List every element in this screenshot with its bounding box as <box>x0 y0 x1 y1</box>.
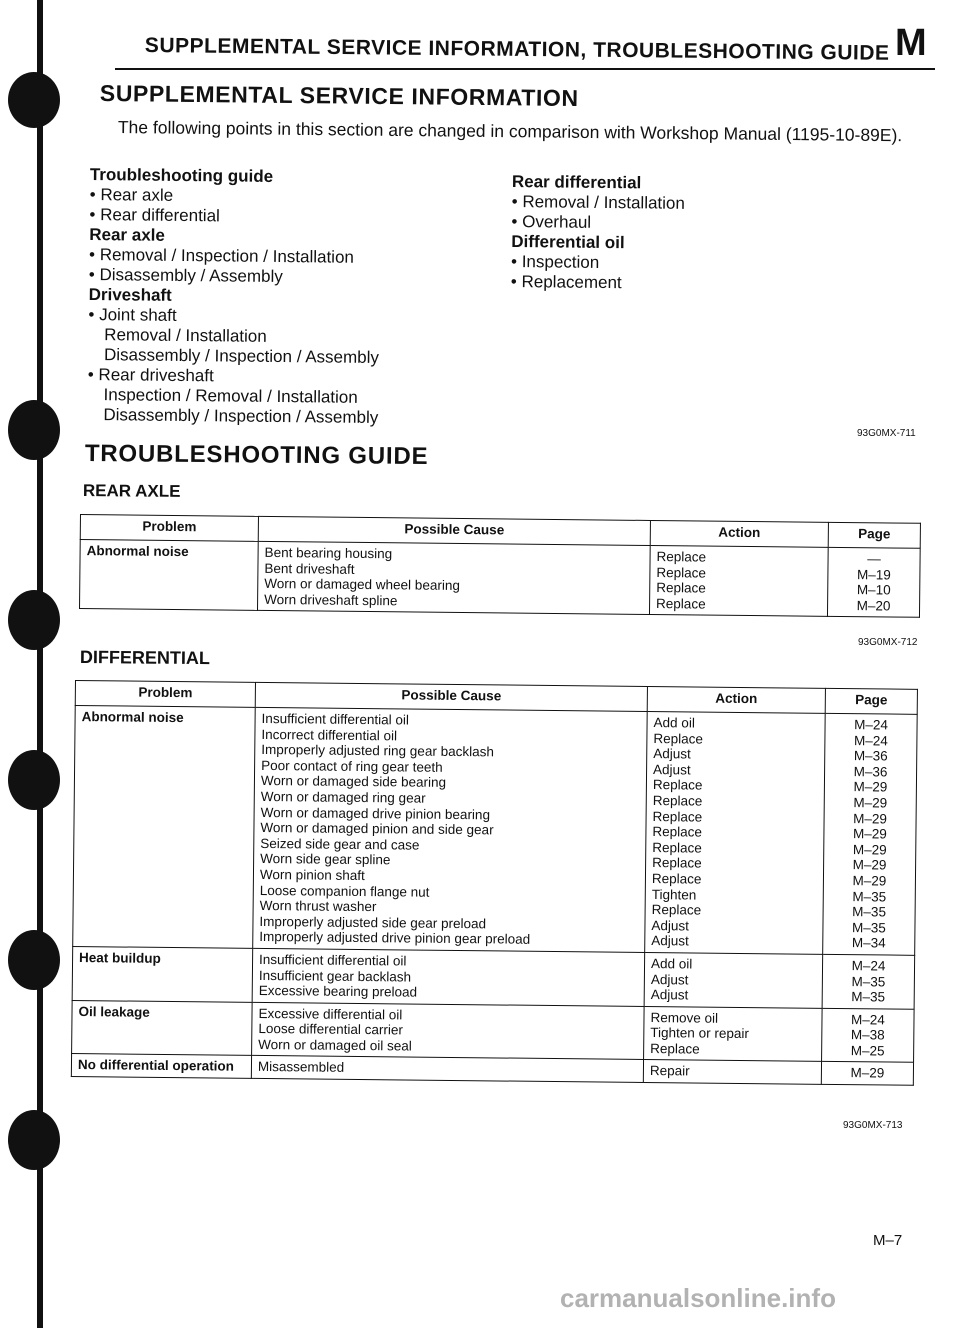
watermark: carmanualsonline.info <box>560 1283 836 1313</box>
cause-line: Worn or damaged side bearing <box>260 773 447 791</box>
action-line: Replace <box>656 595 706 612</box>
problem-cell: Oil leakage <box>72 1000 253 1056</box>
page-ref: M–34 <box>851 935 886 951</box>
pages-cell <box>823 713 918 955</box>
pages-cell <box>821 1062 913 1086</box>
page-ref: M–10 <box>856 582 891 598</box>
page-ref: M–29 <box>853 795 888 811</box>
action-line: Replace <box>652 824 703 840</box>
action-line: Adjust <box>650 971 689 987</box>
causes-cell <box>252 1002 645 1060</box>
rear-axle-table <box>79 514 921 618</box>
right-changes-list <box>511 172 685 294</box>
col-header-problem: Problem <box>80 515 258 542</box>
cause-line: Worn or damaged oil seal <box>258 1036 412 1054</box>
cause-line: Seized side gear and case <box>260 835 420 853</box>
action-line: Replace <box>652 808 703 825</box>
running-title: SUPPLEMENTAL SERVICE INFORMATION, TROUBLESHOOTING GUIDE <box>144 34 890 65</box>
page-ref: M–19 <box>856 566 891 583</box>
action-line: Replace <box>652 855 702 871</box>
pages-cell <box>827 547 920 617</box>
cause-line: Excessive differential oil <box>258 1005 403 1023</box>
list-item: • Rear driveshaft <box>88 365 379 388</box>
differential-table <box>71 680 918 1086</box>
action-line: Adjust <box>651 917 690 934</box>
figure-code: 93G0MX-712 <box>858 637 918 648</box>
page-ref: M–20 <box>856 597 891 614</box>
list-item: Differential oil <box>511 231 625 253</box>
page-ref: M–35 <box>852 888 887 905</box>
action-line: Replace <box>656 549 707 565</box>
table-row <box>72 946 915 1009</box>
action-line: Replace <box>653 730 704 747</box>
list-item: • Joint shaft <box>88 305 379 328</box>
table-row <box>72 1000 915 1063</box>
action-line: Adjust <box>653 761 691 778</box>
action-line: Replace <box>652 839 702 856</box>
page-ref: M–38 <box>850 1027 885 1043</box>
cause-line: Worn side gear spline <box>260 851 391 868</box>
action-line: Tighten <box>651 886 697 903</box>
page-ref: M–24 <box>854 717 889 733</box>
cause-line: Insufficient differential oil <box>259 951 407 969</box>
list-item: Rear differential <box>511 172 642 193</box>
col-header-problem: Problem <box>75 681 255 708</box>
causes-cell <box>257 541 650 614</box>
list-item: • Removal / Installation <box>512 192 685 214</box>
header-rule <box>115 68 935 70</box>
page-ref: M–25 <box>850 1043 885 1059</box>
causes-cell <box>251 1056 643 1083</box>
action-line: Replace <box>656 580 706 596</box>
causes-cell <box>252 948 645 1006</box>
action-line: Add oil <box>653 715 695 731</box>
col-header-action: Action <box>650 520 828 547</box>
action-line: Replace <box>650 1040 700 1057</box>
cause-line: Excessive bearing preload <box>258 983 418 1000</box>
cause-line: Worn or damaged drive pinion bearing <box>260 804 491 822</box>
section-title: SUPPLEMENTAL SERVICE INFORMATION <box>99 80 579 112</box>
table-row <box>73 706 917 956</box>
cause-line: Worn thrust washer <box>259 898 377 915</box>
actions-cell <box>649 545 828 616</box>
differential-heading: DIFFERENTIAL <box>79 647 210 669</box>
problem-cell: Heat buildup <box>72 946 253 1002</box>
problem-cell: Abnormal noise <box>73 706 256 949</box>
action-line: Add oil <box>650 955 693 972</box>
page-ref: M–29 <box>850 1065 885 1081</box>
section-letter: M <box>895 22 927 64</box>
figure-code: 93G0MX-713 <box>843 1120 903 1131</box>
cause-line: Incorrect differential oil <box>261 726 398 743</box>
binding-holes <box>0 0 60 1328</box>
action-line: Replace <box>651 902 702 918</box>
cause-line: Loose companion flange nut <box>259 882 430 900</box>
page-ref: M–35 <box>852 904 887 920</box>
list-item: • Removal / Inspection / Installation <box>89 245 380 268</box>
page-ref: M–24 <box>851 1011 885 1028</box>
problem-cell: Abnormal noise <box>80 540 259 611</box>
list-item: • Overhaul <box>511 212 684 234</box>
action-line: Remove oil <box>650 1009 719 1026</box>
page-ref: M–29 <box>853 779 888 795</box>
list-item: Troubleshooting guide <box>89 165 274 186</box>
page-ref: M–24 <box>851 958 886 974</box>
pages-cell <box>822 1008 915 1063</box>
page-ref: M–29 <box>852 826 887 842</box>
list-item: Disassembly / Inspection / Assembly <box>103 345 380 368</box>
list-item: Removal / Installation <box>104 325 267 346</box>
page-ref: — <box>867 551 881 567</box>
cause-line: Worn or damaged wheel bearing <box>264 576 460 594</box>
cause-line: Worn pinion shaft <box>259 866 365 883</box>
cause-line: Poor contact of ring gear teeth <box>261 757 443 775</box>
action-line: Adjust <box>651 933 689 949</box>
actions-cell <box>643 1060 821 1084</box>
list-item: • Disassembly / Assembly <box>89 265 380 288</box>
causes-cell <box>253 707 648 952</box>
troubleshooting-title: TROUBLESHOOTING GUIDE <box>84 440 429 470</box>
col-header-page: Page <box>825 688 917 714</box>
left-changes-list <box>87 165 381 428</box>
list-item: • Rear differential <box>89 205 380 228</box>
list-item: Rear axle <box>89 224 165 245</box>
problem-cell: No differential operation <box>71 1054 251 1078</box>
rear-axle-heading: REAR AXLE <box>82 481 181 501</box>
actions-cell <box>644 1006 823 1062</box>
page-ref: M–36 <box>853 748 888 764</box>
cause-line: Worn or damaged ring gear <box>260 788 426 806</box>
page-ref: M–35 <box>851 989 886 1005</box>
list-item: • Inspection <box>511 252 684 274</box>
page-ref: M–35 <box>851 919 886 936</box>
cause-line: Bent driveshaft <box>264 560 355 577</box>
cause-line: Bent bearing housing <box>264 544 393 562</box>
action-line: Replace <box>652 777 703 793</box>
action-line: Tighten or repair <box>650 1025 749 1042</box>
action-line: Replace <box>651 870 702 887</box>
cause-line: Improperly adjusted ring gear backlash <box>261 742 494 760</box>
page-ref: M–29 <box>852 873 887 889</box>
action-line: Replace <box>656 564 707 581</box>
list-item: Disassembly / Inspection / Assembly <box>103 405 379 428</box>
action-line: Replace <box>652 793 703 809</box>
col-header-action: Action <box>647 686 825 713</box>
page-ref: M–35 <box>851 973 886 990</box>
list-item: • Replacement <box>511 272 684 294</box>
action-line: Adjust <box>653 746 691 762</box>
col-header-page: Page <box>828 522 920 548</box>
table-row <box>80 540 921 618</box>
page-ref: M–29 <box>852 841 887 858</box>
intro-text: The following points in this section are changed in comparison with Workshop Manual (1195-10-89E). <box>117 117 903 146</box>
action-line: Repair <box>649 1063 690 1079</box>
page-ref: M–24 <box>853 732 888 749</box>
page-ref: M–36 <box>853 763 888 780</box>
page-number: M–7 <box>873 1232 903 1249</box>
action-line: Adjust <box>650 987 689 1003</box>
actions-cell <box>644 952 823 1008</box>
cause-line: Insufficient differential oil <box>261 710 410 728</box>
list-item: • Rear axle <box>90 185 381 208</box>
cause-line: Loose differential carrier <box>258 1021 404 1038</box>
page-ref: M–29 <box>853 810 888 827</box>
cause-line: Worn or damaged pinion and side gear <box>260 820 494 838</box>
col-header-cause: Possible Cause <box>258 516 650 545</box>
cause-line: Improperly adjusted side gear preload <box>259 913 487 932</box>
cause-line: Worn driveshaft spline <box>264 591 398 609</box>
cause-line: Misassembled <box>257 1059 345 1076</box>
page-ref: M–29 <box>852 857 887 873</box>
figure-code: 93G0MX-711 <box>857 428 916 439</box>
cause-line: Improperly adjusted drive pinion gear preload <box>259 929 531 948</box>
pages-cell <box>822 954 915 1009</box>
actions-cell <box>645 711 826 954</box>
list-item: Driveshaft <box>88 284 172 305</box>
list-item: Inspection / Removal / Installation <box>103 385 358 407</box>
col-header-cause: Possible Cause <box>255 682 647 711</box>
cause-line: Insufficient gear backlash <box>258 967 412 985</box>
